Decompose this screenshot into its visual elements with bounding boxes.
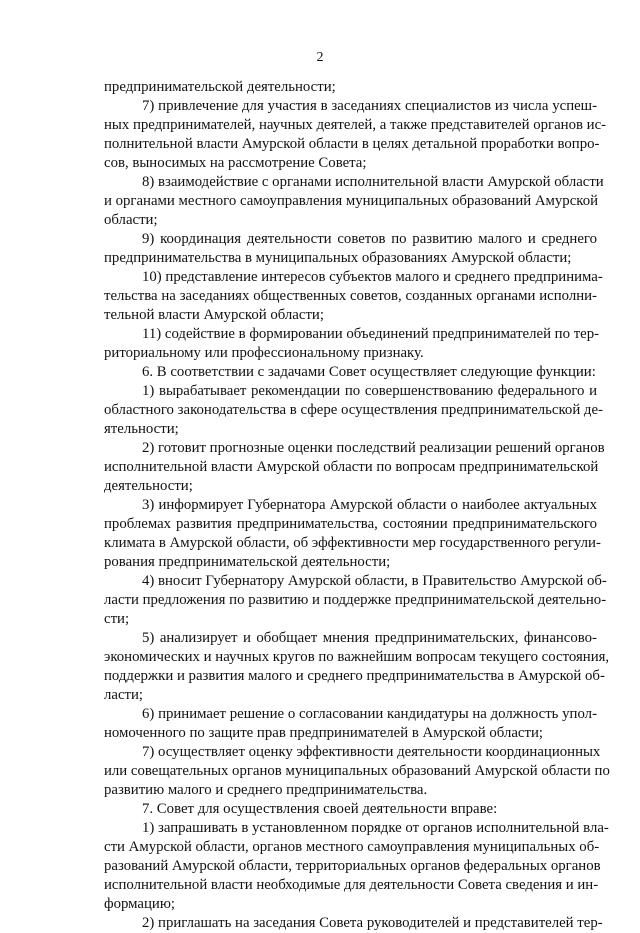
text-line: проблемах развития предпринимательства, состоянии предпринимательского bbox=[104, 516, 597, 532]
text-line: экономических и научных кругов по важнейшим вопросам текущего состояния, bbox=[104, 649, 610, 665]
text-line: рования предпринимательской деятельности; bbox=[104, 554, 391, 570]
text-line: ласти; bbox=[104, 687, 144, 703]
text-line: 8) взаимодействие с органами исполнительной власти Амурской области bbox=[142, 174, 604, 190]
text-line: 7) осуществляет оценку эффективности деятельности координационных bbox=[142, 744, 601, 760]
text-line: ных предпринимателей, научных деятелей, а также представителей органов ис- bbox=[104, 117, 607, 133]
text-line: 6) принимает решение о согласовании кандидатуры на должность упол- bbox=[142, 706, 597, 722]
text-line: развитию малого и среднего предпринимательства. bbox=[104, 782, 428, 798]
text-line: 2) приглашать на заседания Совета руководителей и представителей тер- bbox=[142, 915, 603, 931]
text-line: поддержки и развития малого и среднего предпринимательства в Амурской об- bbox=[104, 668, 605, 684]
text-line: 6. В соответствии с задачами Совет осуществляет следующие функции: bbox=[142, 364, 596, 380]
text-line: сти; bbox=[104, 611, 130, 627]
text-line: исполнительной власти необходимые для деятельности Совета сведения и ин- bbox=[104, 877, 599, 893]
text-line: 2) готовит прогнозные оценки последствий реализации решений органов bbox=[142, 440, 605, 456]
text-line: 4) вносит Губернатору Амурской области, в Правительство Амурской об- bbox=[142, 573, 607, 589]
text-line: предпринимательства в муниципальных образованиях Амурской области; bbox=[104, 250, 572, 266]
text-line: тельной власти Амурской области; bbox=[104, 307, 324, 323]
text-line: и органами местного самоуправления муниципальных образований Амурской bbox=[104, 193, 599, 209]
text-line: номоченного по защите прав предпринимателей в Амурской области; bbox=[104, 725, 543, 741]
text-line: климата в Амурской области, об эффективности мер государственного регули- bbox=[104, 535, 601, 551]
page-number: 2 bbox=[316, 50, 324, 65]
text-line: или совещательных органов муниципальных образований Амурской области по bbox=[104, 763, 610, 779]
text-line: 7) привлечение для участия в заседаниях специалистов из числа успеш- bbox=[142, 98, 597, 114]
body-text bbox=[104, 78, 610, 933]
text-line: 11) содействие в формировании объединений предпринимателей по тер- bbox=[142, 326, 600, 342]
text-line: областного законодательства в сфере осуществления предпринимательской де- bbox=[104, 402, 603, 418]
text-line: 10) представление интересов субъектов малого и среднего предпринима- bbox=[142, 269, 603, 285]
text-line: полнительной власти Амурской области в целях детальной проработки вопро- bbox=[104, 136, 600, 152]
text-line: исполнительной власти Амурской области по вопросам предпринимательской bbox=[104, 459, 599, 475]
text-line: 1) запрашивать в установленном порядке от органов исполнительной вла- bbox=[142, 820, 609, 836]
text-line: ласти предложения по развитию и поддержке предпринимательской деятельно- bbox=[104, 592, 607, 608]
text-line: 3) информирует Губернатора Амурской области о наиболее актуальных bbox=[142, 497, 597, 513]
text-line: разований Амурской области, территориальных органов федеральных органов bbox=[104, 858, 601, 874]
text-line: сти Амурской области, органов местного самоуправления муниципальных об- bbox=[104, 839, 600, 855]
text-line: предпринимательской деятельности; bbox=[104, 79, 336, 95]
text-line: области; bbox=[104, 212, 158, 228]
text-line: 7. Совет для осуществления своей деятельности вправе: bbox=[142, 801, 498, 817]
text-line: 9) координация деятельности советов по развитию малого и среднего bbox=[142, 231, 597, 247]
text-line: 1) вырабатывает рекомендации по совершенствованию федерального и bbox=[142, 383, 597, 399]
text-line: сов, выносимых на рассмотрение Совета; bbox=[104, 155, 367, 171]
text-line: 5) анализирует и обобщает мнения предпринимательских, финансово- bbox=[142, 630, 597, 646]
text-line: ятельности; bbox=[104, 421, 179, 437]
text-line: риториальному или профессиональному признаку. bbox=[104, 345, 424, 361]
text-line: деятельности; bbox=[104, 478, 193, 494]
text-line: тельства на заседаниях общественных советов, созданных органами исполни- bbox=[104, 288, 597, 304]
text-line: формацию; bbox=[104, 896, 175, 912]
